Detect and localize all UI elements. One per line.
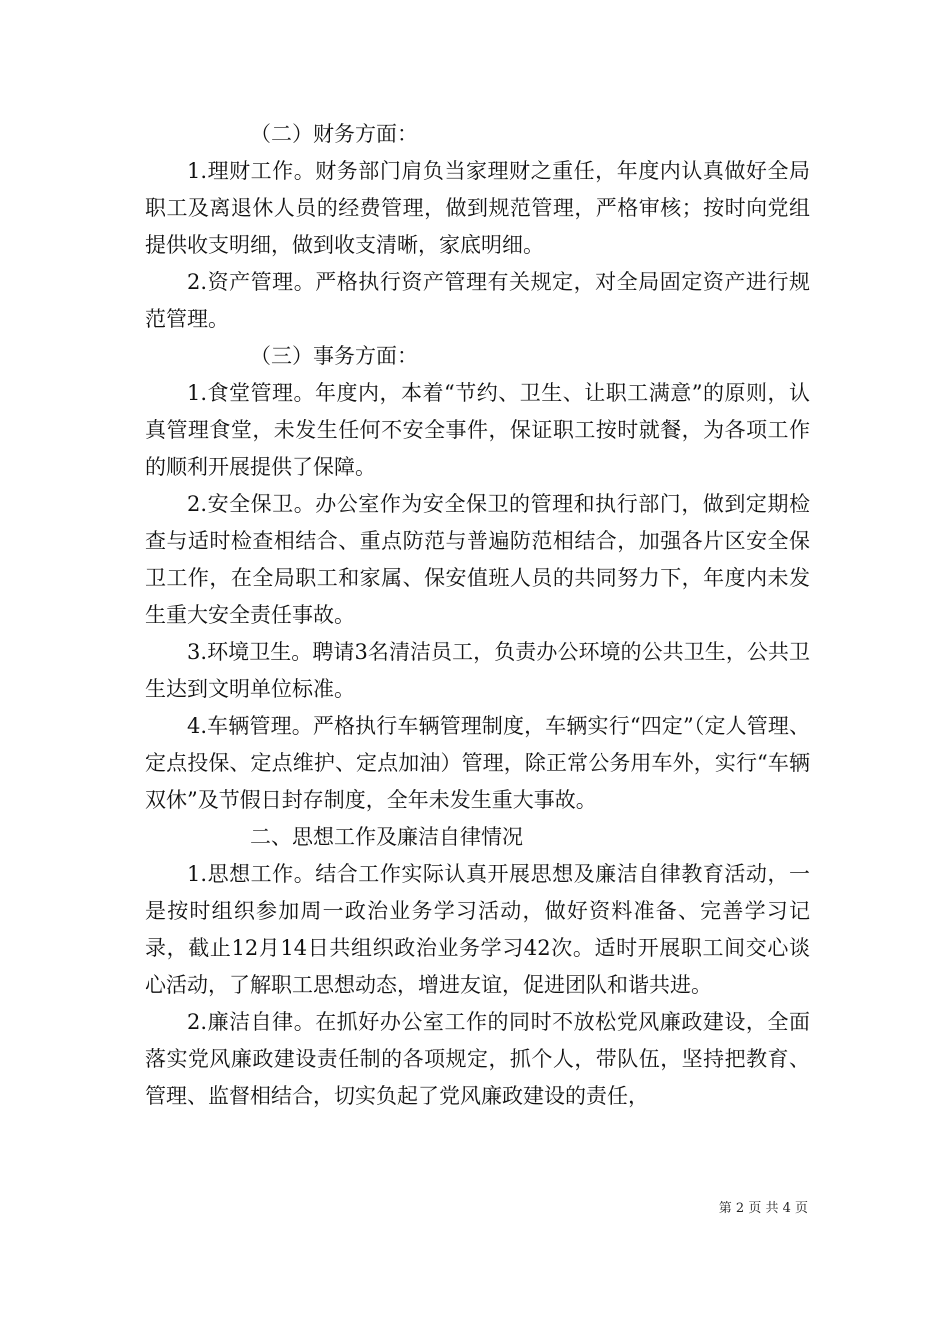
page-number: 第 2 页 共 4 页 xyxy=(718,1201,808,1216)
section-heading-ideology: 二、思想工作及廉洁自律情况 xyxy=(250,825,523,849)
paragraph-asset-management: 2.资产管理。严格执行资产管理有关规定，对全局固定资产进行规范管理。 xyxy=(145,270,810,331)
paragraph-environment-hygiene: 3.环境卫生。聘请3名清洁员工，负责办公环境的公共卫生，公共卫生达到文明单位标准。 xyxy=(145,640,810,701)
section-heading-finance: （二）财务方面： xyxy=(250,122,418,146)
paragraph-ideological-work: 1.思想工作。结合工作实际认真开展思想及廉洁自律教育活动，一是按时组织参加周一政治业务学习活动，做好资料准备、完善学习记录，截止12月14日共组织政治业务学习42次。适时开展职工间交心谈心活动，了解职工思想动态，增进友谊，促进团队和谐共进。 xyxy=(145,862,810,997)
paragraph-canteen-management: 1.食堂管理。年度内，本着“节约、卫生、让职工满意”的原则，认真管理食堂，未发生任何不安全事件，保证职工按时就餐，为各项工作的顺利开展提供了保障。 xyxy=(145,381,810,479)
paragraph-financial-work: 1.理财工作。财务部门肩负当家理财之重任，年度内认真做好全局职工及离退休人员的经费管理，做到规范管理，严格审核；按时向党组提供收支明细，做到收支清晰，家底明细。 xyxy=(145,159,810,257)
paragraph-integrity: 2.廉洁自律。在抓好办公室工作的同时不放松党风廉政建设，全面落实党风廉政建设责任制的各项规定，抓个人，带队伍，坚持把教育、管理、监督相结合，切实负起了党风廉政建设的责任， xyxy=(145,1010,810,1108)
paragraph-security: 2.安全保卫。办公室作为安全保卫的管理和执行部门，做到定期检查与适时检查相结合、重点防范与普遍防范相结合，加强各片区安全保卫工作，在全局职工和家属、保安值班人员的共同努力下，年度内未发生重大安全责任事故。 xyxy=(145,492,810,627)
paragraph-vehicle-management: 4.车辆管理。严格执行车辆管理制度，车辆实行“四定”（定人管理、定点投保、定点维护、定点加油）管理，除正常公务用车外，实行“车辆双休”及节假日封存制度，全年未发生重大事故。 xyxy=(145,714,810,812)
section-heading-affairs: （三）事务方面： xyxy=(250,344,418,368)
document-body xyxy=(145,116,810,1115)
